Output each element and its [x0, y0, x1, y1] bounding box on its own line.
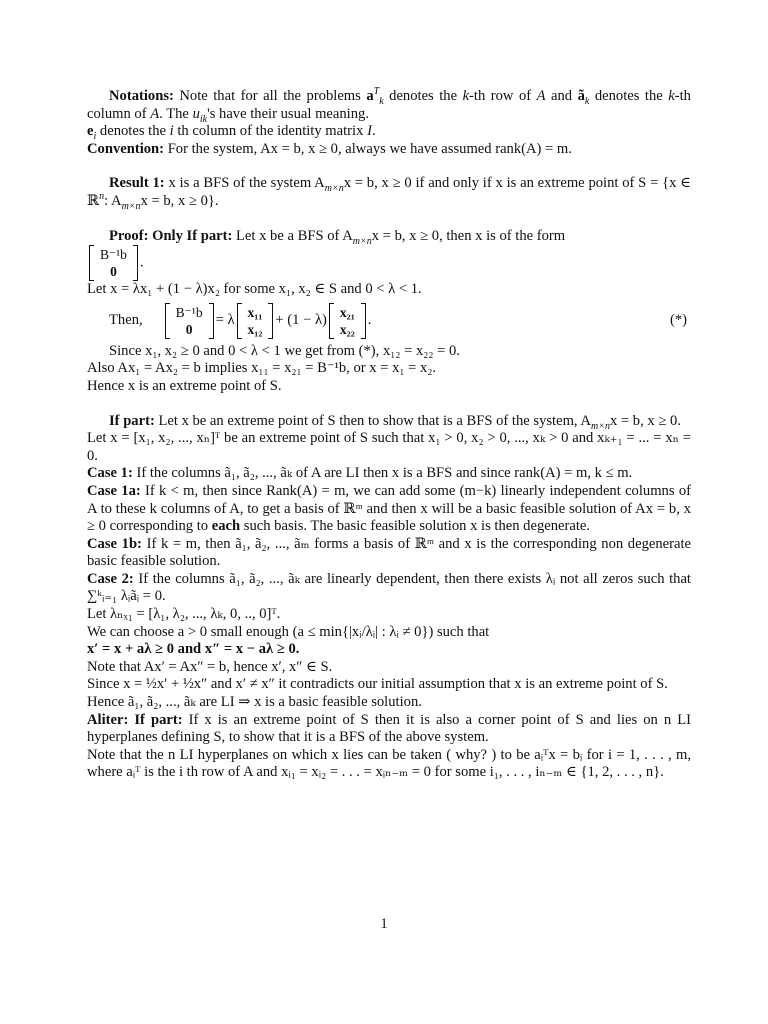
let-x-line: Let x = [x₁, x₂, ..., xₙ]ᵀ be an extreme point of S such that x₁ > 0, x₂ > 0, ..., xₖ > 0 and xₖ₊₁ = ... = xₙ = 0.	[87, 430, 691, 464]
text: each	[211, 518, 241, 535]
result1-heading: Result 1:	[109, 175, 165, 192]
case1b	[87, 536, 691, 571]
text: x = b, x ≥ 0.	[609, 412, 681, 429]
bfs-matrix	[89, 245, 138, 281]
proof-matrix-line: B⁻¹b 0 .	[87, 245, 691, 281]
proof-paragraph: Proof: Only If part: Let x be a BFS of $A_{m\times n}x = b$, x ≥ 0, then x is of the form	[109, 227, 566, 247]
proof-heading: Proof: Only If part:	[109, 227, 233, 244]
text: Aliter: If part:	[87, 711, 183, 728]
case1a	[87, 483, 691, 536]
text: B⁻¹b	[100, 247, 127, 263]
text: Case 2:	[87, 570, 134, 587]
xprime-line: x′ = x + aλ ≥ 0 and x″ = x − aλ ≥ 0.	[87, 641, 300, 658]
text: Case 1b:	[87, 535, 142, 552]
identity-line: $e_i$ denotes the i th column of the identity matrix I.	[87, 123, 376, 143]
convention-text: For the system, Ax = b, x ≥ 0, always we have assumed rank(A) = m.	[167, 140, 572, 157]
text: = λ	[215, 311, 235, 328]
convention-line	[87, 141, 691, 159]
text: Note that for all the problems	[179, 88, 361, 104]
text: such basis. The basic feasible solution x is then degenerate.	[243, 518, 591, 535]
aliter-paragraph	[87, 712, 691, 747]
text: denotes the	[594, 88, 663, 104]
text: a	[366, 88, 374, 104]
lambda-line: Let λₙₓ₁ = [λ₁, λ₂, ..., λₖ, 0, .., 0]ᵀ.	[87, 606, 281, 623]
text: denotes the	[99, 123, 166, 140]
text: Case 1a:	[87, 482, 141, 499]
equation-star: Then, B⁻¹b 0 = λ x₁₁ x₁₂ + (1 − λ) x₂₁ x₂₂ . (*)	[109, 304, 687, 337]
since-line: Since x₁, x₂ ≥ 0 and 0 < λ < 1 we get from (*), x₁₂ = x₂₂ = 0.	[109, 342, 460, 359]
text: x = b, x ≥ 0, then x is of the form	[371, 227, 566, 244]
text: Let x be an extreme point of S then to show that is a BFS of the system, A	[158, 412, 591, 429]
also-line: Also Ax₁ = Ax₂ = b implies x₁₁ = x₂₁ = B⁻¹b, or x = x₁ = x₂.	[87, 360, 437, 377]
text: Then,	[109, 311, 143, 328]
text: denotes the	[389, 88, 458, 104]
text: -th row of	[469, 88, 532, 104]
text: -th column of	[87, 88, 691, 122]
since-half-line: Since x = ½x′ + ½x″ and x′ ≠ x″ it contradicts our initial assumption that x is an extreme point of S.	[87, 676, 668, 693]
note-line: Note that Ax′ = Ax″ = b, hence x′, x″ ∈ S.	[87, 658, 333, 675]
ifpart-heading: If part:	[109, 412, 155, 429]
ifpart-paragraph: If part: Let x be an extreme point of S then to show that is a BFS of the system, $A_{m\times n}x = b$, x ≥ 0.	[109, 412, 681, 432]
matrix-x1	[237, 303, 274, 339]
text: x is a BFS of the system A	[168, 175, 325, 192]
notations-paragraph: Notations: Note that for all the problems $a^T_k$ denotes the k-th row of A and $ã_k$ denotes the k-th column of A. The $u_{ik}'s$ have their usual meaning.	[87, 86, 691, 125]
text: x = b, x ≥ 0 if and only if x is an extreme point of S = {x ∈ ℝ	[87, 175, 691, 209]
hence-li-line: Hence ã₁, ã₂, ..., ãₖ are LI ⇒ x is a basic feasible solution.	[87, 694, 422, 711]
text: If x is an extreme point of S then it is also a corner point of S and lies on n LI hyperplanes defining S, to show that it is a BFS of the above system.	[87, 711, 691, 746]
text: + (1 − λ)	[275, 311, 327, 328]
text: x₁₂	[247, 321, 263, 337]
text: 's have their usual meaning.	[207, 105, 369, 122]
matrix-left	[165, 303, 214, 339]
matrix-x2	[329, 303, 366, 339]
text: x₂₁	[339, 304, 355, 320]
text: If k = m, then ã₁, ã₂, ..., ãₘ forms a basis of ℝᵐ and x is the corresponding non degenerate basic feasible solution.	[87, 535, 691, 570]
let-line: Let x = λx₁ + (1 − λ)x₂ for some x₁, x₂ ∈ S and 0 < λ < 1.	[87, 281, 422, 298]
text: . The	[159, 105, 189, 122]
result1-paragraph: Result 1: x is a BFS of the system $A_{m\times n}x = b$, x ≥ 0 if and only if x is an extreme point of S = {x ∈ ℝ$^n$: $A_{m\times n}x = b$, x ≥ 0}.	[87, 175, 691, 212]
case1	[87, 465, 691, 483]
case2	[87, 571, 691, 606]
text: Case 1:	[87, 465, 133, 482]
text: If k < m, then since Rank(A) = m, we can add some (m−k) linearly independent columns of A to these k columns of A, to get a basis of ℝᵐ and then x will be a basic feasible solution of Ax = b, x ≥ 0 corresponding to	[87, 482, 691, 535]
text: and	[551, 88, 573, 104]
choose-line: We can choose a > 0 small enough (a ≤ min{|xᵢ/λᵢ| : λᵢ ≠ 0}) such that	[87, 623, 490, 640]
notations-heading: Notations:	[109, 88, 174, 104]
text: x = b, x ≥ 0}.	[140, 192, 219, 209]
text: x₂₂	[339, 321, 355, 337]
text: 0	[185, 321, 193, 337]
text: If the columns ã₁, ã₂, ..., ãₖ are linearly dependent, then there exists λᵢ not all zeros such that ∑ᵏᵢ₌₁ λᵢãᵢ = 0.	[87, 570, 691, 605]
text: Let x be a BFS of A	[236, 227, 353, 244]
page-body	[87, 88, 691, 782]
equation-tag: (*)	[669, 311, 687, 328]
convention-heading: Convention:	[87, 140, 165, 157]
text: 0	[110, 264, 117, 280]
text: : A	[104, 192, 122, 209]
text: th column of the identity matrix	[177, 123, 364, 140]
aliter-note: Note that the n LI hyperplanes on which x lies can be taken ( why? ) to be aᵢᵀx = bᵢ for i = 1, . . . , m, where aᵢᵀ is the i th row of A and xᵢ₁ = xᵢ₂ = . . . = xᵢₙ₋ₘ = 0 for some i₁, . . . , iₙ₋ₘ ∈ {1, 2, . . . , n}.	[87, 746, 691, 781]
text: If the columns ã₁, ã₂, ..., ãₖ of A are LI then x is a BFS and since rank(A) = m, k ≤ m.	[136, 465, 633, 482]
text: B⁻¹b	[175, 304, 203, 320]
text: x₁₁	[247, 304, 263, 320]
hence-line: Hence x is an extreme point of S.	[87, 377, 282, 394]
page-number: 1	[380, 916, 388, 932]
